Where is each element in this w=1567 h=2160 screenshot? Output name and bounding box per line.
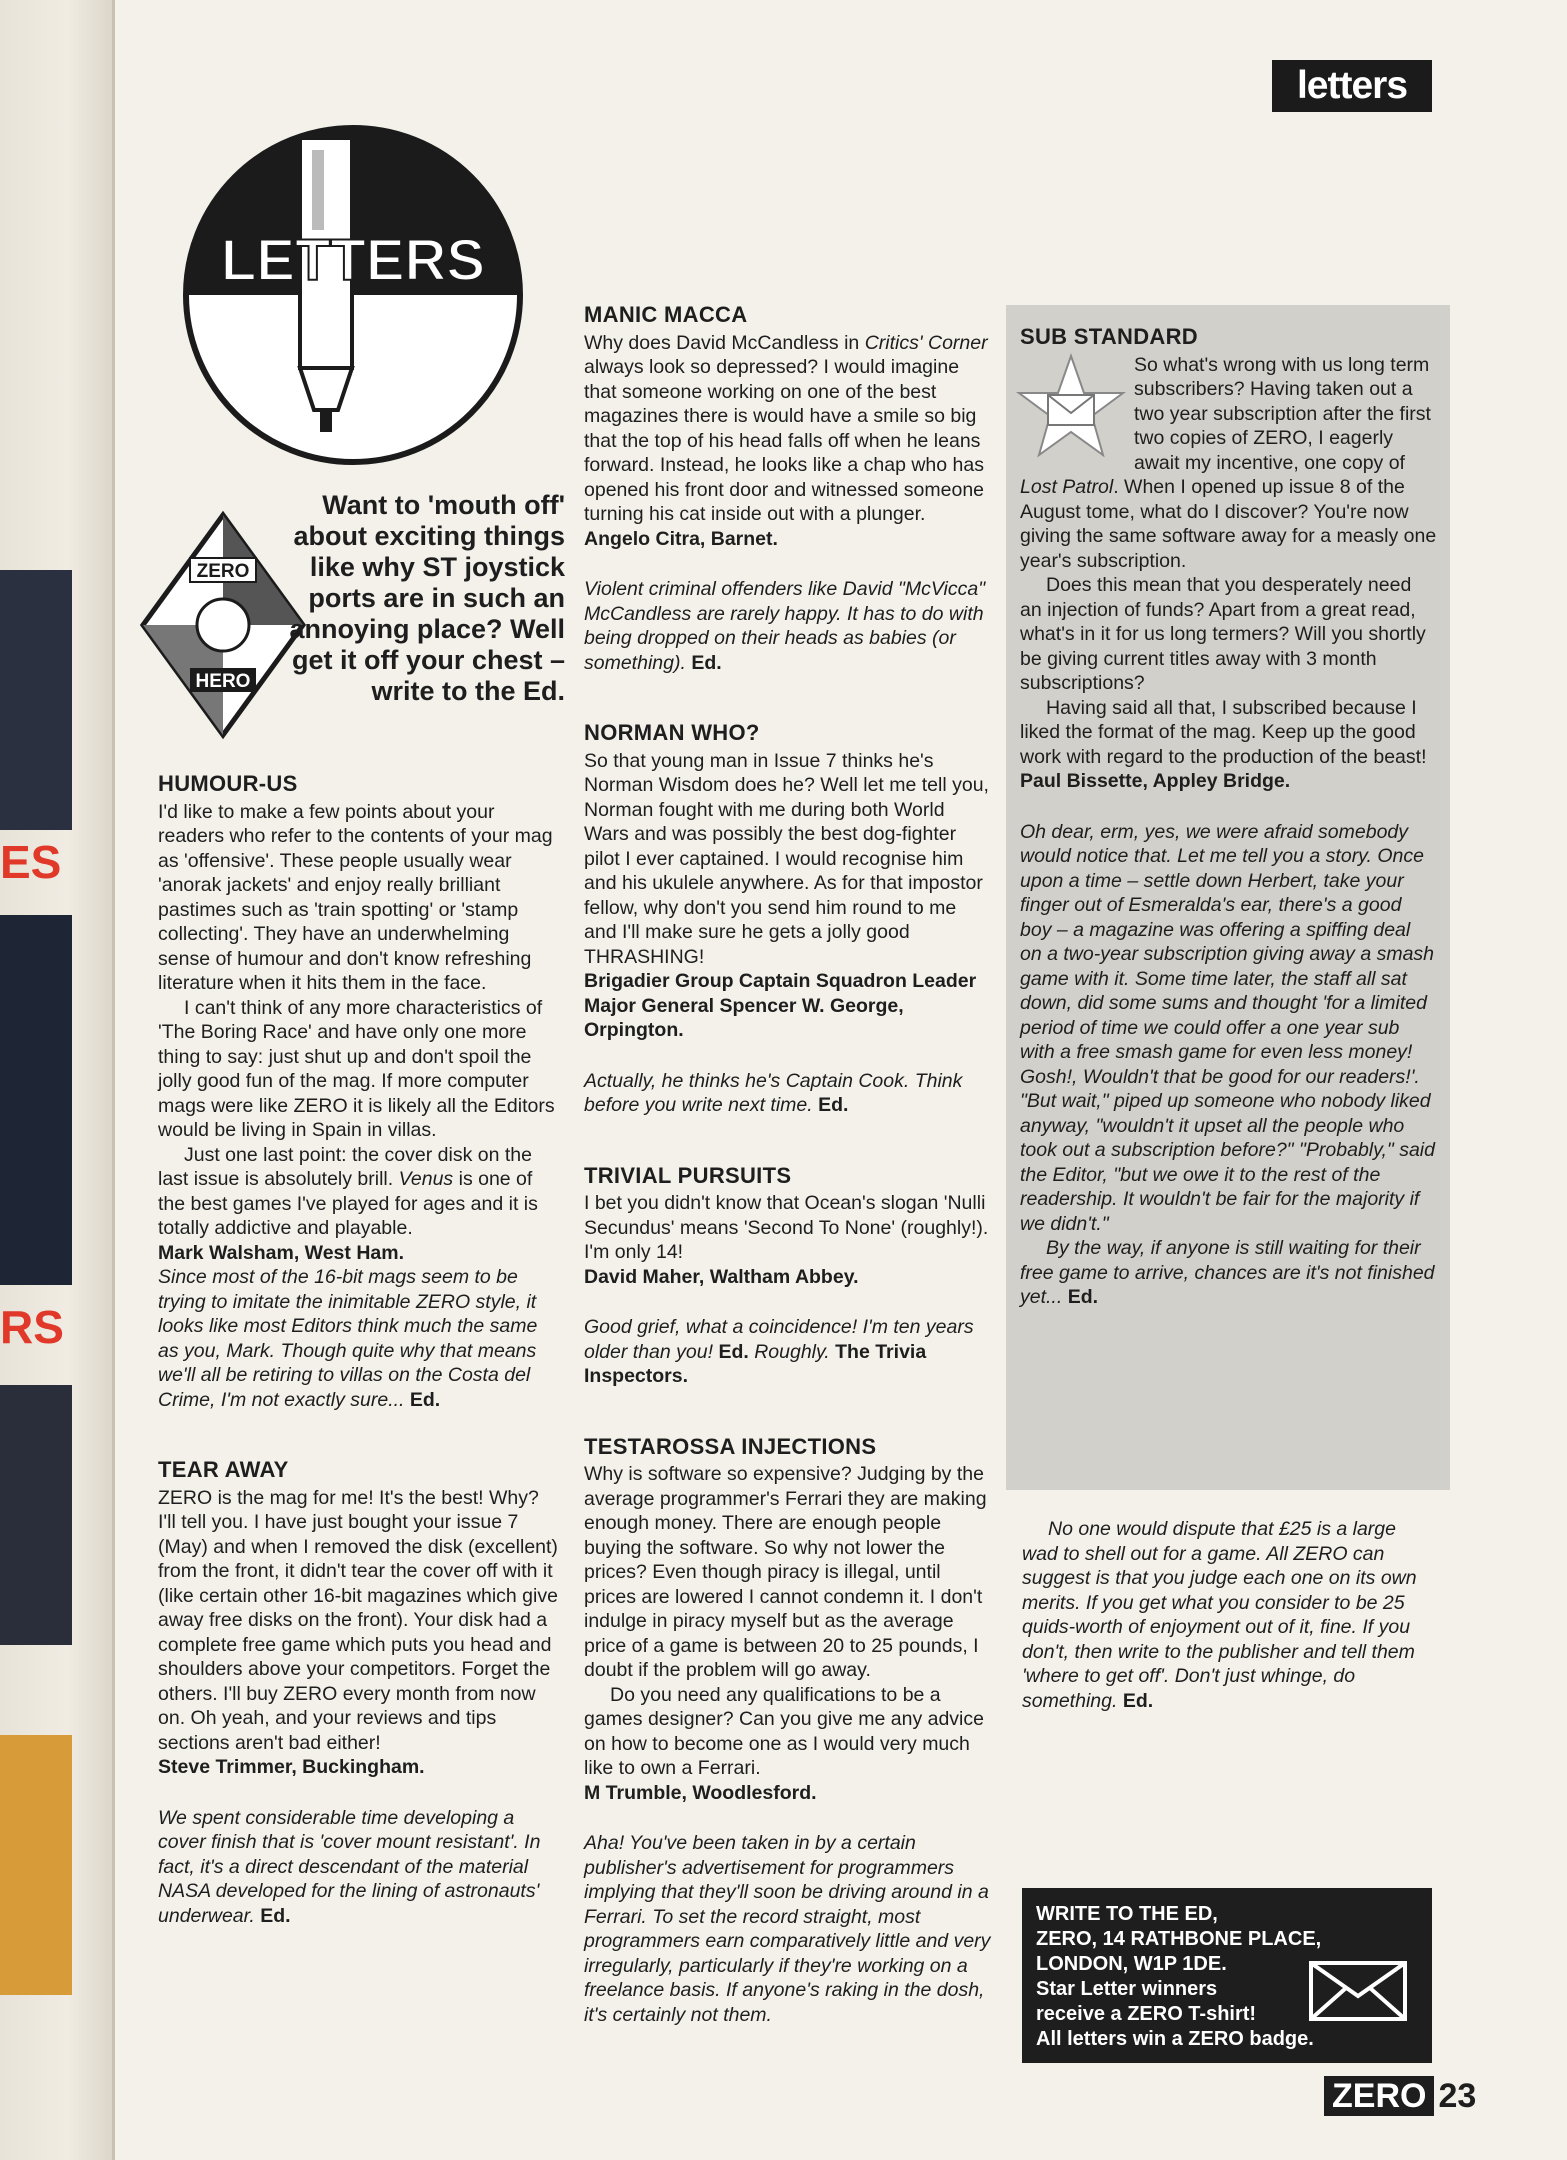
strip-fragment-1: ES xyxy=(0,836,62,888)
letter-title: TEAR AWAY xyxy=(158,1457,289,1482)
letter-body: ZERO is the mag for me! It's the best! Why? I'll tell you. I have just bought your issue 7 (May) and when I removed the disk (excellent) from the front, it didn't tear the cover off with it (like certain other 16-bit magazines which give away free disks on the front). Your disk had a complete free game which puts you head and shoulders above your competitors. Forget the others. I'll buy ZERO every month from now on. Oh yeah, and your reviews and tips sections aren't bad either! xyxy=(158,1486,558,1754)
letter-title: TRIVIAL PURSUITS xyxy=(584,1162,792,1188)
letter-body: Do you need any qualifications to be a games designer? Can you give me any advice on how to become one as I would very much like to own a Ferrari. xyxy=(584,1683,984,1779)
letter-body xyxy=(584,331,994,527)
letter-title: HUMOUR-US xyxy=(158,771,298,796)
page-number: 23 xyxy=(1438,2077,1477,2115)
column-2 xyxy=(584,303,994,2027)
letter-signature: M Trumble, Woodlesford. xyxy=(584,1781,817,1804)
letter-title: MANIC MACCA xyxy=(584,302,748,327)
editor-reply: Oh dear, erm, yes, we were afraid somebody would notice that. Let me tell you a story. Once upon a time – settle down Herbert, take your finger out of Esmeralda's ear, there's a good boy – a magazine was offering a spiffing deal on a two-year subscription giving away a smash game with it. Some time later, the staff all sat down, did some sums and thought 'for a limited period of time we could offer a one year sub with a free smash game for even less money! Gosh!, Wouldn't that be good for our readers!'. "But wait," piped up someone who nobody liked anyway, "wouldn't it upset all the people who took out a subscription before?" "Probably," said the Editor, "but we owe it to the rest of the readership. It wouldn't be fair for the majority if we didn't." xyxy=(1020,820,1435,1235)
letter-body: Does this mean that you desperately need an injection of funds? Apart from a great read, what's in it for us long termers? Will you shortly be giving current titles away with 3 month subscriptions? xyxy=(1020,574,1426,694)
game-title: Venus xyxy=(398,1168,454,1190)
ed-tag: Ed. xyxy=(409,1388,441,1411)
page-footer xyxy=(1324,2076,1476,2120)
column-3 xyxy=(1022,1517,1434,1713)
letter-body: Having said all that, I subscribed because I liked the format of the mag. Keep up the good work with regard to the production of the beast! xyxy=(1020,696,1427,768)
envelope-icon xyxy=(1308,1960,1408,2022)
star-letter-envelope-icon xyxy=(1016,353,1126,463)
address-box xyxy=(1022,1888,1432,2063)
editor-reply xyxy=(158,1265,558,1412)
text-run: . When I opened up issue 8 of the August tome, what do I discover? You're now giving the same software away for a measly one year's subscription. xyxy=(1020,476,1437,572)
badge-bottom-text: HERO xyxy=(195,671,251,692)
intro-text: Want to 'mouth off' about exciting things like why ST joystick ports are in such an annoying place? Well get it off your chest – write to the Ed. xyxy=(289,490,565,706)
editor-reply xyxy=(584,577,994,675)
strip-fragment-2: RS xyxy=(0,1301,64,1353)
address-line: Star Letter winners xyxy=(1036,1978,1218,2000)
ed-tag: Ed. xyxy=(260,1904,291,1927)
strip-image-3 xyxy=(0,1385,72,1645)
ed-tag: Ed. xyxy=(818,1094,849,1116)
editor-reply xyxy=(584,1315,994,1389)
letter-body xyxy=(158,1143,558,1241)
game-title: Lost Patrol xyxy=(1020,476,1114,498)
reply-signature: The Trivia Inspectors. xyxy=(584,1340,927,1387)
editor-reply xyxy=(1022,1517,1434,1713)
address-line: All letters win a ZERO badge. xyxy=(1036,2028,1314,2050)
text-run: So what's wrong with us long term subscribers? Having taken out a two year subscription after the first two copies of ZERO, I eagerly await my incentive, one copy of xyxy=(1134,353,1431,474)
letter-signature: Mark Walsham, West Ham. xyxy=(158,1241,404,1264)
sidebar-sub-standard xyxy=(1006,305,1450,1490)
reply-text: Actually, he thinks he's Captain Cook. Think before you write next time. xyxy=(584,1069,963,1116)
section-tag: letters xyxy=(1272,60,1432,112)
reply-text: Roughly. xyxy=(748,1340,830,1363)
letter-body: I bet you didn't know that Ocean's slogan 'Nulli Secundus' means 'Second To None' (roughly!). I'm only 14! xyxy=(584,1192,989,1263)
letter-title: TESTAROSSA INJECTIONS xyxy=(584,1433,877,1459)
letter-signature: Brigadier Group Captain Squadron Leader Major General Spencer W. George, Orpington. xyxy=(584,970,977,1041)
reply-text: Good grief, what a coincidence! I'm ten years older than you! xyxy=(584,1316,974,1363)
badge-top-text: ZERO xyxy=(196,561,250,582)
address-line: LONDON, W1P 1DE. xyxy=(1036,1953,1227,1975)
address-line: ZERO, 14 RATHBONE PLACE, xyxy=(1036,1928,1322,1950)
column-name: Critics' Corner xyxy=(864,331,988,354)
strip-image-2 xyxy=(0,915,72,1285)
text-run: Just one last point: the cover disk on the last issue is absolutely brill. xyxy=(158,1143,532,1190)
strip-image-4 xyxy=(0,1735,72,1995)
editor-reply: Aha! You've been taken in by a certain publisher's advertisement for programmers implying that they'll soon be driving around in a Ferrari. To set the record straight, most programmers earn comparatively little and very irregularly, particularly if they're working on a freelance basis. If anyone's raking in the dosh, it's certainly not them. xyxy=(584,1832,991,2026)
ed-tag: Ed. xyxy=(1122,1689,1154,1712)
ed-tag: Ed. xyxy=(691,651,722,674)
text-run: Why does David McCandless in xyxy=(584,331,865,354)
letter-signature: Paul Bissette, Appley Bridge. xyxy=(1020,770,1291,792)
ed-tag: Ed. xyxy=(718,1340,749,1363)
letters-logo xyxy=(178,120,528,470)
editor-reply xyxy=(1020,1236,1437,1310)
text-run: always look so depressed? I would imagine that someone working on one of the best magazines there is would have a smile so big that the top of his head falls off when he leans forward. Instead, he looks like a chap who has opened his front door and witnessed someone turning his cat inside out with a plunger. xyxy=(584,356,985,525)
badge-roundel xyxy=(197,599,249,651)
address-line: WRITE TO THE ED, xyxy=(1036,1903,1218,1925)
pen-highlight xyxy=(312,150,324,230)
letter-body: I can't think of any more characteristics of 'The Boring Race' and have only one more thing to say: just shut up and don't spoil the jolly good fun of the mag. If more computer mags were like ZERO it is likely all the Editors would be living in Spain in villas. xyxy=(158,996,555,1141)
letter-signature: Angelo Citra, Barnet. xyxy=(584,527,778,550)
facing-page-strip xyxy=(0,0,115,2160)
reply-text: We spent considerable time developing a cover finish that is 'cover mount resistant'. In fact, it's a direct descendant of the material NASA developed for the lining of astronauts' underwear. xyxy=(158,1806,541,1927)
reply-text: Since most of the 16-bit mags seem to be trying to imitate the inimitable ZERO style, it looks like most Editors think much the same as you, Mark. Though quite why that means we'll all be retiring to villas on the Costa del Crime, I'm not exactly sure... xyxy=(158,1266,538,1411)
editor-reply xyxy=(158,1806,558,1929)
reply-text: Violent criminal offenders like David "McVicca" McCandless are rarely happy. It has to do with being dropped on their heads as babies (or something). xyxy=(584,578,986,674)
editor-reply xyxy=(584,1069,994,1118)
letter-body: Why is software so expensive? Judging by the average programmer's Ferrari they are making enough money. There are enough people buying the software. So why not lower the prices? Even though piracy is illegal, until prices are lowered I cannot condemn it. I don't indulge in piracy myself but as the average price of a game is between 20 to 25 pounds, I doubt if the problem will go away. xyxy=(584,1463,987,1681)
text-run: is one of the best games I've played for ages and it is totally addictive and playable. xyxy=(158,1168,538,1239)
letter-body: So that young man in Issue 7 thinks he's Norman Wisdom does he? Well let me tell you, Norman fought with me during both World Wars and was possibly the best dog-fighter pilot I ever captained. I would recognise him and his ukulele anywhere. As for that impostor fellow, why don't you send him round to me and I'll make sure he gets a jolly good THRASHING! xyxy=(584,749,989,968)
letter-signature: Steve Trimmer, Buckingham. xyxy=(158,1756,425,1778)
footer-magazine-name: ZERO xyxy=(1324,2076,1434,2116)
logo-title: LETTERS xyxy=(220,228,486,293)
letter-body: I'd like to make a few points about your readers who refer to the contents of your mag as 'offensive'. These people usually wear 'anorak jackets' and enjoy really brilliant pastimes such as 'train spotting' or 'stamp collecting'. They have an underwhelming sense of humour and don't know refreshing literature when it hits them in the face. xyxy=(158,800,553,994)
ed-tag: Ed. xyxy=(1067,1286,1099,1308)
strip-image-1 xyxy=(0,570,72,830)
letter-signature: David Maher, Waltham Abbey. xyxy=(584,1265,859,1288)
address-line: receive a ZERO T-shirt! xyxy=(1036,2003,1257,2025)
column-1 xyxy=(158,772,558,1928)
letter-title: SUB STANDARD xyxy=(1020,324,1198,349)
reply-text: No one would dispute that £25 is a large wad to shell out for a game. All ZERO can suggest is that you judge each one on its own merits. If you get what you consider to be 25 quids-worth of enjoyment out of it, fine. If you don't, then write to the publisher and tell them 'where to get off'. Don't just whinge, do something. xyxy=(1022,1518,1417,1712)
reply-text: By the way, if anyone is still waiting for their free game to arrive, chances are it's not finished yet... xyxy=(1020,1237,1435,1308)
pen-tip xyxy=(320,410,332,432)
letter-title: NORMAN WHO? xyxy=(584,720,760,745)
